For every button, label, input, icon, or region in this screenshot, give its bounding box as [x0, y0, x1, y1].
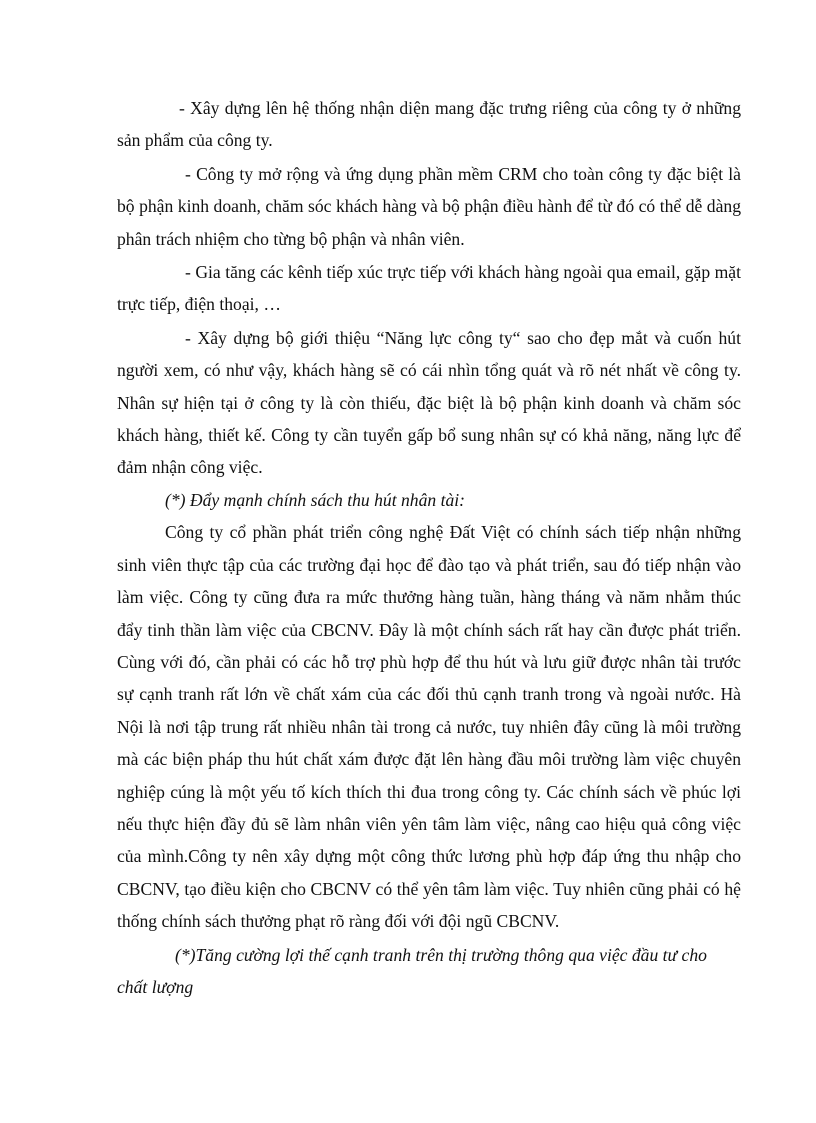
bullet-paragraph-contact-channels: - Gia tăng các kênh tiếp xúc trực tiếp với khách hàng ngoài qua email, gặp mặt trực tiếp, điện thoại, …	[117, 262, 741, 315]
bullet-paragraph-crm: - Công ty mở rộng và ứng dụng phần mềm CRM cho toàn công ty đặc biệt là bộ phận kinh doanh, chăm sóc khách hàng và bộ phận điều hành để từ đó có thể dễ dàng phân trách nhiệm cho từng bộ phận và nhân viên.	[117, 163, 741, 249]
section-heading-competition: (*)Tăng cường lợi thế cạnh tranh trên thị trường thông qua việc đầu tư cho chất lượng	[117, 944, 707, 997]
talent-policy-paragraph: Công ty cổ phần phát triển công nghệ Đất Việt có chính sách tiếp nhận những sinh viên thực tập của các trường đại học để đào tạo và phát triển, sau đó tiếp nhận vào làm việc. Công ty cũng đưa ra mức thưởng hàng tuần, hàng tháng và năm nhằm thúc đẩy tinh thần làm việc của CBCNV. Đây là một chính sách rất hay cần được phát triển. Cùng với đó, cần phải có các hỗ trợ phù hợp để thu hút và lưu giữ được nhân tài trước sự cạnh tranh rất lớn về chất xám của các đối thủ cạnh tranh trong và ngoài nước. Hà Nội là nơi tập trung rất nhiều nhân tài trong cả nước, tuy nhiên đây cũng là môi trường mà các biện pháp thu hút chất xám được đặt lên hàng đầu môi trường làm việc chuyên nghiệp cúng là một yếu tố kích thích thi đua trong công ty. Các chính sách về phúc lợi nếu thực hiện đầy đủ sẽ làm nhân viên yên tâm làm việc, nâng cao hiệu quả công việc của mình.Công ty nên xây dựng một công thức lương phù hợp đáp ứng thu nhập cho CBCNV, tạo điều kiện cho CBCNV có thể yên tâm làm việc. Tuy nhiên cũng phải có hệ thống chính sách thưởng phạt rõ ràng đối với đội ngũ CBCNV.	[117, 522, 741, 932]
bullet-paragraph-identity: - Xây dựng lên hệ thống nhận diện mang đặc trưng riêng của công ty ở những sản phẩm của công ty.	[117, 98, 741, 151]
bullet-paragraph-company-profile: - Xây dựng bộ giới thiệu “Năng lực công ty“ sao cho đẹp mắt và cuốn hút người xem, có như vậy, khách hàng sẽ có cái nhìn tổng quát và rõ nét nhất về công ty. Nhân sự hiện tại ở công ty là còn thiếu, đặc biệt là bộ phận kinh doanh và chăm sóc khách hàng, thiết kế. Công ty cần tuyển gấp bổ sung nhân sự có khả năng, năng lực để đảm nhận công việc.	[117, 327, 741, 478]
section-heading-talent: (*) Đẩy mạnh chính sách thu hút nhân tài:	[165, 489, 466, 510]
document-page	[117, 92, 741, 1003]
